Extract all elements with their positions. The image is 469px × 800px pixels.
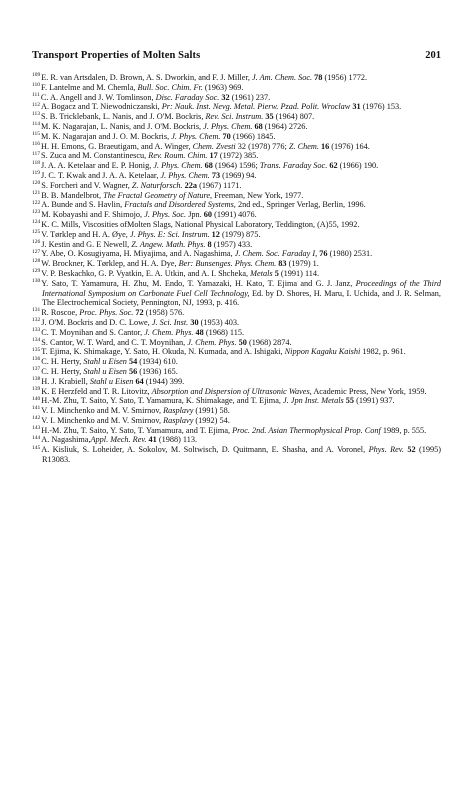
reference-volume: 62	[329, 161, 338, 171]
reference-volume: 68	[254, 121, 263, 131]
reference-text: (1969) 94.	[220, 170, 257, 180]
reference-item	[32, 122, 441, 132]
reference-item	[32, 142, 441, 152]
reference-volume: 8	[207, 239, 212, 249]
reference-text: (1956) 1772.	[322, 73, 368, 82]
reference-journal: J. Phys. Soc.	[144, 210, 187, 220]
reference-journal: Stahl u Eisen	[83, 357, 127, 367]
reference-text: (1972) 385.	[217, 151, 259, 161]
reference-text: Academic Press, New York, 1959.	[311, 386, 427, 396]
reference-volume: 17	[209, 151, 218, 161]
reference-text: (1968) 115.	[203, 327, 245, 337]
reference-number: 114	[32, 121, 41, 128]
reference-item	[32, 181, 441, 191]
reference-journal: Ber: Bunsenges. Phys. Chem.	[178, 259, 277, 269]
reference-number: 135	[32, 346, 41, 353]
reference-number: 134	[32, 336, 41, 343]
reference-text: A. Nagashima,	[41, 435, 91, 445]
reference-number: 121	[32, 189, 41, 196]
reference-item	[32, 328, 441, 338]
reference-number: 133	[32, 326, 41, 333]
running-title: Transport Properties of Molten Salts	[32, 50, 201, 61]
reference-volume: 16	[320, 141, 330, 151]
reference-text: C. A. Angell and J. W. Tomlinson,	[40, 92, 156, 102]
reference-number: 136	[32, 356, 41, 363]
reference-volume: 64	[135, 376, 144, 386]
reference-number: 113	[32, 111, 41, 118]
reference-text: J. A. A. Ketelaar and E. P. Honig,	[41, 161, 154, 171]
reference-text: V. I. Minchenko and M. V. Smirnov,	[41, 415, 164, 425]
reference-text: (1967) 1171.	[197, 180, 242, 190]
reference-volume: 83	[278, 259, 287, 269]
reference-journal: J. Phys. Chem.	[160, 170, 210, 180]
reference-number: 120	[32, 180, 41, 187]
reference-item	[32, 230, 441, 240]
reference-item	[32, 445, 441, 465]
running-header	[32, 50, 441, 61]
reference-item	[32, 240, 441, 250]
reference-text: (1976) 153.	[360, 102, 402, 112]
reference-number: 118	[32, 160, 41, 167]
reference-item	[32, 83, 441, 93]
reference-text: S. Forcheri and V. Wagner,	[41, 180, 132, 190]
reference-journal: Z. Naturforsch.	[131, 180, 183, 190]
reference-text: (1988) 113.	[156, 435, 198, 445]
reference-volume: 56	[128, 366, 138, 376]
reference-item	[32, 308, 441, 318]
reference-text: 1982, p. 961.	[360, 347, 406, 357]
reference-number: 131	[32, 307, 41, 314]
reference-journal: Disc. Faraday Soc.	[155, 92, 220, 102]
reference-text: J. O'M. Bockris and D. C. Lowe,	[41, 317, 152, 327]
reference-text: (1979) 875.	[219, 229, 261, 239]
reference-text: (1944) 399.	[143, 376, 185, 386]
reference-volume: 72	[135, 308, 144, 318]
reference-journal: Rasplavy	[163, 415, 194, 425]
reference-journal: J. Chem. Soc. Faraday I,	[234, 249, 318, 259]
reference-number: 139	[32, 385, 41, 392]
reference-number: 130	[32, 277, 41, 284]
reference-item	[32, 249, 441, 259]
reference-item	[32, 112, 441, 122]
reference-item	[32, 171, 441, 181]
reference-number: 123	[32, 209, 41, 216]
reference-text: (1980) 2531.	[327, 249, 373, 259]
reference-number: 117	[32, 150, 41, 157]
reference-journal: J. Chem. Phys.	[144, 327, 194, 337]
reference-volume: 60	[203, 210, 213, 220]
reference-text: C. H. Herty,	[41, 366, 84, 376]
reference-text: S. Zuca and M. Constantinescu,	[41, 151, 149, 161]
reference-journal: Stahl u Eisen	[89, 376, 134, 386]
reference-text: (1966) 1845.	[230, 131, 276, 141]
reference-journal: Phys. Rev.	[368, 445, 404, 455]
reference-text: (1953) 403.	[198, 317, 240, 327]
reference-text: E. R. van Artsdalen, D. Brown, A. S. Dworkin, and F. J. Miller,	[41, 73, 252, 82]
reference-number: 140	[32, 395, 41, 402]
reference-journal: Chem. Zvesti	[192, 141, 236, 151]
reference-journal: Stahl u Eisen	[83, 366, 127, 376]
reference-text: (1968) 2874.	[246, 337, 292, 347]
reference-text: H. H. Emons, G. Braeutigam, and A. Winger,	[41, 141, 193, 151]
reference-text: Y. Sato, T. Yamamura, H. Zhu, M. Endo, T. Yamazaki, H. Kato, T. Ejima and G. J. Janz,	[41, 278, 356, 288]
reference-text: A. Bogacz and T. Niewodniczanski,	[41, 102, 162, 112]
reference-item	[32, 93, 441, 103]
reference-number: 115	[32, 131, 41, 138]
reference-text: A. Kisliuk, S. Loheider, A. Sokolov, M. Soltwisch, D. Quitmann, E. Shasha, and A. Voronel,	[41, 445, 369, 455]
reference-text: M. Kobayashi and F. Shimojo,	[41, 210, 145, 220]
page-number: 201	[425, 50, 441, 61]
reference-number: 127	[32, 248, 41, 255]
reference-volume: 5	[274, 268, 279, 278]
reference-item	[32, 132, 441, 142]
reference-text: 1989, p. 555.	[380, 425, 427, 435]
reference-text: S. Cantor, W. T. Ward, and C. T. Moynihan,	[41, 337, 188, 347]
reference-number: 109	[32, 72, 41, 79]
reference-journal: The Fractal Geometry of Nature,	[103, 190, 213, 200]
reference-item	[32, 200, 441, 210]
reference-text: (1963) 969.	[202, 82, 244, 92]
reference-volume: 48	[195, 327, 204, 337]
reference-journal: Trans. Faraday Soc.	[259, 161, 328, 171]
reference-item	[32, 269, 441, 279]
reference-text: H. J. Krabiell,	[41, 376, 90, 386]
reference-journal: Proceedings of the Third International Symposium on Carbonate Fuel Cell Technology,	[42, 278, 442, 298]
reference-item	[32, 279, 441, 308]
reference-number: 144	[32, 434, 41, 441]
reference-text: V. Tørklep and H. A. Øye,	[41, 229, 130, 239]
reference-text: S. B. Tricklebank, L. Nanis, and J. O'M. Bockris,	[41, 112, 206, 122]
reference-journal: Z. Angew. Math. Phys.	[131, 239, 206, 249]
reference-number: 119	[32, 170, 41, 177]
reference-number: 126	[32, 238, 41, 245]
reference-volume: 76	[319, 249, 328, 259]
reference-journal: J. Chem. Phys.	[187, 337, 237, 347]
reference-text: J. C. T. Kwak and J. A. A. Ketelaar,	[41, 170, 161, 180]
reference-journal: J. Phys. Chem.	[153, 161, 203, 171]
reference-text: (1964) 1596;	[212, 161, 260, 171]
reference-item	[32, 338, 441, 348]
reference-number: 128	[32, 258, 41, 265]
reference-text: A. Bunde and S. Havlin,	[41, 200, 125, 210]
reference-item	[32, 161, 441, 171]
reference-number: 132	[32, 317, 41, 324]
reference-journal: Rev. Roum. Chim.	[148, 151, 208, 161]
reference-list	[32, 73, 441, 465]
reference-text: H.-M. Zhu, T. Saito, Y. Sato, T. Yamamura, K. Shimakage, and T. Ejima,	[41, 396, 284, 406]
reference-journal: Rasplavy	[163, 406, 194, 416]
reference-item	[32, 347, 441, 357]
reference-text: Y. Abe, O. Kosugiyama, H. Miyajima, and A. Nagashima,	[41, 249, 235, 259]
reference-number: 112	[32, 101, 41, 108]
reference-number: 110	[32, 82, 41, 89]
reference-volume: 31	[352, 102, 361, 112]
reference-text: 32 (1978) 776;	[235, 141, 289, 151]
reference-item	[32, 416, 441, 426]
reference-text: J. Kestin and G. E Newell,	[41, 239, 132, 249]
reference-text: (1957) 433.	[211, 239, 253, 249]
reference-item	[32, 318, 441, 328]
reference-journal: J. Jpn Inst. Metals	[283, 396, 344, 406]
reference-volume: 70	[222, 131, 231, 141]
reference-text: (1992) 54.	[193, 415, 230, 425]
reference-text: (1966) 190.	[337, 161, 379, 171]
reference-volume: 32	[221, 92, 230, 102]
reference-text: M. K. Nagarajan, L. Nanis, and J. O'M. Bockris,	[41, 121, 204, 131]
reference-text: (1964) 807.	[273, 112, 315, 122]
reference-volume: 73	[211, 170, 221, 180]
reference-text: (1934) 610.	[137, 357, 178, 367]
reference-number: 116	[32, 140, 41, 147]
reference-number: 129	[32, 268, 41, 275]
reference-journal: Proc. Phys. Soc.	[79, 308, 134, 318]
reference-item	[32, 377, 441, 387]
reference-volume: 68	[204, 161, 213, 171]
reference-text: M. K. Nagarajan and J. O. M. Bockris,	[41, 131, 172, 141]
reference-item	[32, 435, 441, 445]
reference-journal: J. Am. Chem. Soc.	[252, 73, 313, 82]
reference-journal: J. Phys. E: Sci. Instrum.	[129, 229, 210, 239]
reference-number: 111	[32, 91, 40, 98]
reference-text: W. Brockner, K. Tørklep, and H. A. Dye,	[41, 259, 179, 269]
reference-number: 125	[32, 229, 41, 235]
reference-text: T. Ejima, K. Shimakage, Y. Sato, H. Okuda, N. Kumada, and A. Ishigaki,	[41, 347, 285, 357]
reference-text: (1995) R13083.	[42, 445, 441, 465]
reference-volume: 35	[265, 112, 274, 122]
reference-volume: 54	[128, 357, 138, 367]
reference-text: (1991) 58.	[193, 406, 230, 416]
reference-volume: 41	[148, 435, 157, 445]
reference-text: (1958) 576.	[143, 308, 185, 318]
reference-item	[32, 406, 441, 416]
reference-volume: 12	[211, 229, 220, 239]
reference-number: 137	[32, 366, 41, 373]
reference-journal: Nippon Kagaku Kaishi	[284, 347, 361, 357]
reference-number: 142	[32, 415, 41, 422]
reference-journal: Z. Chem.	[288, 141, 319, 151]
reference-text: Freeman, New York, 1977.	[212, 190, 304, 200]
reference-text: B. B. Mandelbrot,	[41, 190, 104, 200]
reference-text: R. Roscoe,	[41, 308, 80, 318]
reference-text: C. T. Moynihan and S. Cantor,	[41, 327, 145, 337]
reference-journal: Pr: Nauk. Inst. Nevg. Metal. Pierw. Pzad. Polit. Wroclaw	[161, 102, 351, 112]
reference-volume: 55	[345, 396, 355, 406]
reference-item	[32, 259, 441, 269]
reference-number: 138	[32, 375, 41, 382]
reference-number: 143	[32, 424, 41, 431]
reference-journal: J. Phys. Chem.	[203, 121, 253, 131]
reference-item	[32, 220, 441, 230]
reference-text: V. P. Beskachko, G. P. Vyatkin, E. A. Utkin, and A. I. Shcheka,	[41, 268, 251, 278]
reference-item	[32, 151, 441, 161]
reference-text: (1991) 937.	[354, 396, 395, 406]
reference-journal: Rev. Sci. Instrum.	[205, 112, 264, 122]
reference-text: V. I. Minchenko and M. V. Smirnov,	[41, 406, 164, 416]
reference-item	[32, 387, 441, 397]
reference-number: 122	[32, 199, 41, 206]
reference-journal: Absorption and Dispersion of Ultrasonic Waves,	[151, 386, 312, 396]
reference-text: Ed. by D. Shores, H. Maru, I. Uchida, and J. R. Selman, The Electrochemical Society, Pennington, NJ, 1993, p. 416.	[42, 288, 441, 308]
reference-item	[32, 357, 441, 367]
reference-text: K. C. Mills, Viscosities ofMolten Slags, National Physical Laboratory, Teddington, (A)55, 1992.	[41, 219, 360, 229]
reference-journal: Fractals and Disordered Systems,	[124, 200, 236, 210]
reference-text: H.-M. Zhu, T. Saito, Y. Sato, T. Yamamura, and T. Ejima,	[41, 425, 233, 435]
reference-text: 2nd ed., Springer Verlag, Berlin, 1996.	[235, 200, 366, 210]
reference-text: (1964) 2726.	[262, 121, 308, 131]
reference-volume: 52	[407, 445, 416, 455]
reference-number: 145	[32, 444, 41, 451]
reference-text: (1979) 1.	[286, 259, 319, 269]
reference-volume: 50	[238, 337, 247, 347]
reference-journal: J. Phys. Chem.	[171, 131, 221, 141]
reference-text: (1936) 165.	[137, 366, 178, 376]
reference-text: Jpn.	[186, 210, 204, 220]
reference-item	[32, 191, 441, 201]
reference-text: C. H. Herty,	[41, 357, 84, 367]
reference-journal: Metals	[250, 268, 273, 278]
reference-volume: 22a	[184, 180, 198, 190]
reference-item	[32, 210, 441, 220]
reference-journal: Proc. 2nd. Asian Thermophysical Prop. Conf	[232, 425, 381, 435]
reference-text: (1976) 164.	[329, 141, 370, 151]
reference-item	[32, 73, 441, 83]
reference-text: K. E Herzfeld and T. R. Litovitz,	[41, 386, 152, 396]
reference-journal: J. Sci. Inst.	[151, 317, 189, 327]
reference-number: 141	[32, 405, 41, 412]
reference-text: (1961) 237.	[229, 92, 271, 102]
reference-journal: Bull. Soc. Chim. Fr.	[137, 82, 203, 92]
reference-item	[32, 102, 441, 112]
reference-item	[32, 396, 441, 406]
reference-item	[32, 367, 441, 377]
reference-volume: 78	[314, 73, 323, 82]
reference-volume: 30	[190, 317, 199, 327]
reference-number: 124	[32, 219, 41, 226]
reference-text: F. Lantelme and M. Chemla,	[41, 82, 138, 92]
reference-item	[32, 426, 441, 436]
reference-journal: Appl. Mech. Rev.	[90, 435, 147, 445]
reference-text: (1991) 114.	[278, 268, 320, 278]
reference-text: (1991) 4076.	[212, 210, 257, 220]
